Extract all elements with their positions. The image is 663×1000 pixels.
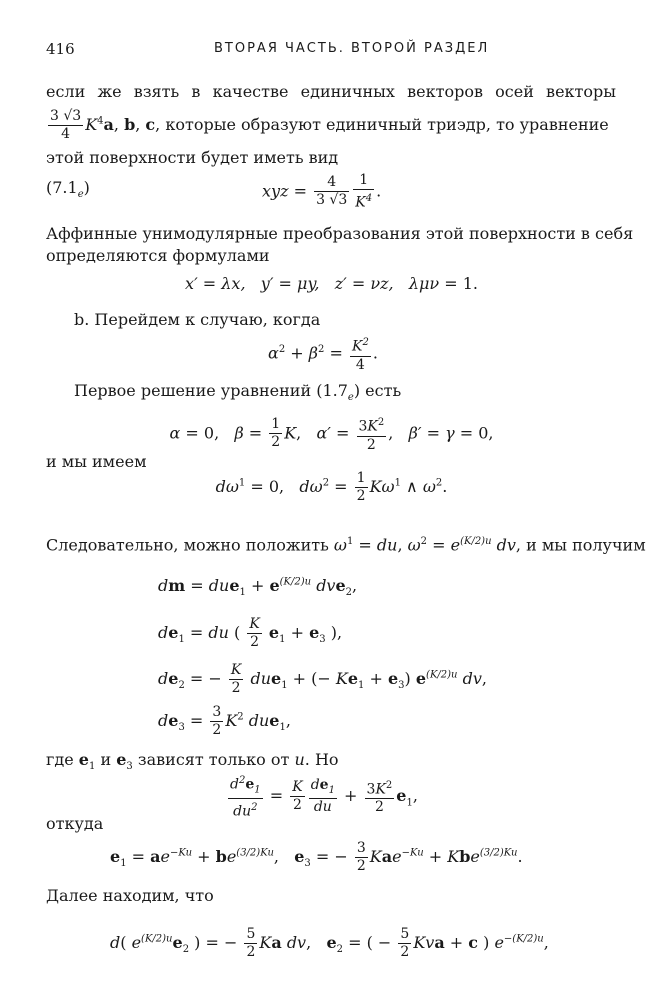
text-line-7: Первое решение уравнений $(1.7_e)$ есть bbox=[74, 381, 402, 404]
text-line-10: где $e_1$ и $e_3$ зависят только от u. Но bbox=[46, 750, 339, 773]
equation-second-derivative: $\frac{d^2e_1}{du^2}$ = $\frac{K}{2}$ $\frac{de_1}{du}$ + $\frac{3K^2}{2}$ $e_1$, bbox=[226, 772, 418, 821]
equation-e2: d( $e^{(K/2)u}e_2$ ) = − $\frac{5}{2}$ Ka dv, $e_2$ = ( − $\frac{5}{2}$ Kva + c ) $e^{-(K/2)u}$, bbox=[110, 926, 549, 960]
running-title: ВТОРАЯ ЧАСТЬ. ВТОРОЙ РАЗДЕЛ bbox=[214, 41, 490, 56]
equation-e1-e3: $e_1 = ae^{-Ku} + be^{(3/2)Ku}$, $e_3$ = − $\frac{3}{2}$ Kae$^{-Ku}$ + Kbe$^{(3/2)Ku}$. bbox=[110, 840, 523, 874]
text-line-1: если же взять в качестве единичных векторов осей векторы bbox=[46, 82, 616, 101]
text-line-4: Аффинные унимодулярные преобразования этой поверхности в себя bbox=[46, 224, 634, 243]
text-line-9: Следовательно, можно положить $\omega^1$ = du, $\omega^2 = e^{(K/2)u}$ dv, и мы получим bbox=[46, 535, 646, 555]
equation-alpha-beta: $\alpha^2 + \beta^2$ = $\frac{K^2}{4}$ . bbox=[268, 334, 378, 374]
coefficient-fraction: $\frac{3 √3}{4}$ bbox=[50, 108, 82, 142]
text-line-6: b. Перейдем к случаю, когда bbox=[74, 310, 321, 329]
text-line-12: Далее находим, что bbox=[46, 886, 214, 905]
text-line-11: откуда bbox=[46, 814, 104, 833]
equation-label-7-1e: $(7.1_e)$ bbox=[46, 178, 90, 201]
page-number: 416 bbox=[46, 40, 75, 58]
text-line-2-words: которые образуют единичный триэдр, то уравнение bbox=[165, 115, 609, 134]
text-line-5: определяются формулами bbox=[46, 246, 270, 265]
equation-d-omega: $d\omega^1 = 0$, $d\omega^2$ = $\frac{1}{2}$ $K\omega^1$ ∧ $\omega^2$. bbox=[215, 470, 448, 504]
equation-affine-transform: x′ = λx, y′ = μy, z′ = νz, λμν = 1. bbox=[185, 274, 478, 293]
equation-de1: $de_1$ = du ( $\frac{K}{2}$ $e_1 + e_3$ ), bbox=[158, 616, 343, 650]
equation-de2: $de_2$ = − $\frac{K}{2}$ due$_1$ + (− $Ke_1 + e_3$) $e^{(K/2)u}$ dv, bbox=[158, 662, 487, 696]
running-header bbox=[46, 40, 616, 64]
text-line-8: и мы имеем bbox=[46, 452, 147, 471]
equation-dm: dm = $due_1 + e^{(K/2)u}$ dve$_2$, bbox=[158, 576, 358, 599]
text-line-2: $\frac{3 √3}{4}$ $K^4a$, b, c, которые образуют единичный триэдр, то уравнение bbox=[50, 108, 609, 142]
equation-first-solution: α = 0, β = $\frac{1}{2}$ K, α′ = $\frac{3K^2}{2}$ , β′ = γ = 0, bbox=[0, 414, 663, 454]
text-line-3: этой поверхности будет иметь вид bbox=[46, 148, 339, 167]
equation-de3: $de_3$ = $\frac{3}{2}$ $K^2$ due$_1$, bbox=[158, 704, 291, 738]
equation-7-1e: xyz = $\frac{4}{3 √3}$ $\frac{1}{K^4}$ . bbox=[262, 172, 382, 211]
